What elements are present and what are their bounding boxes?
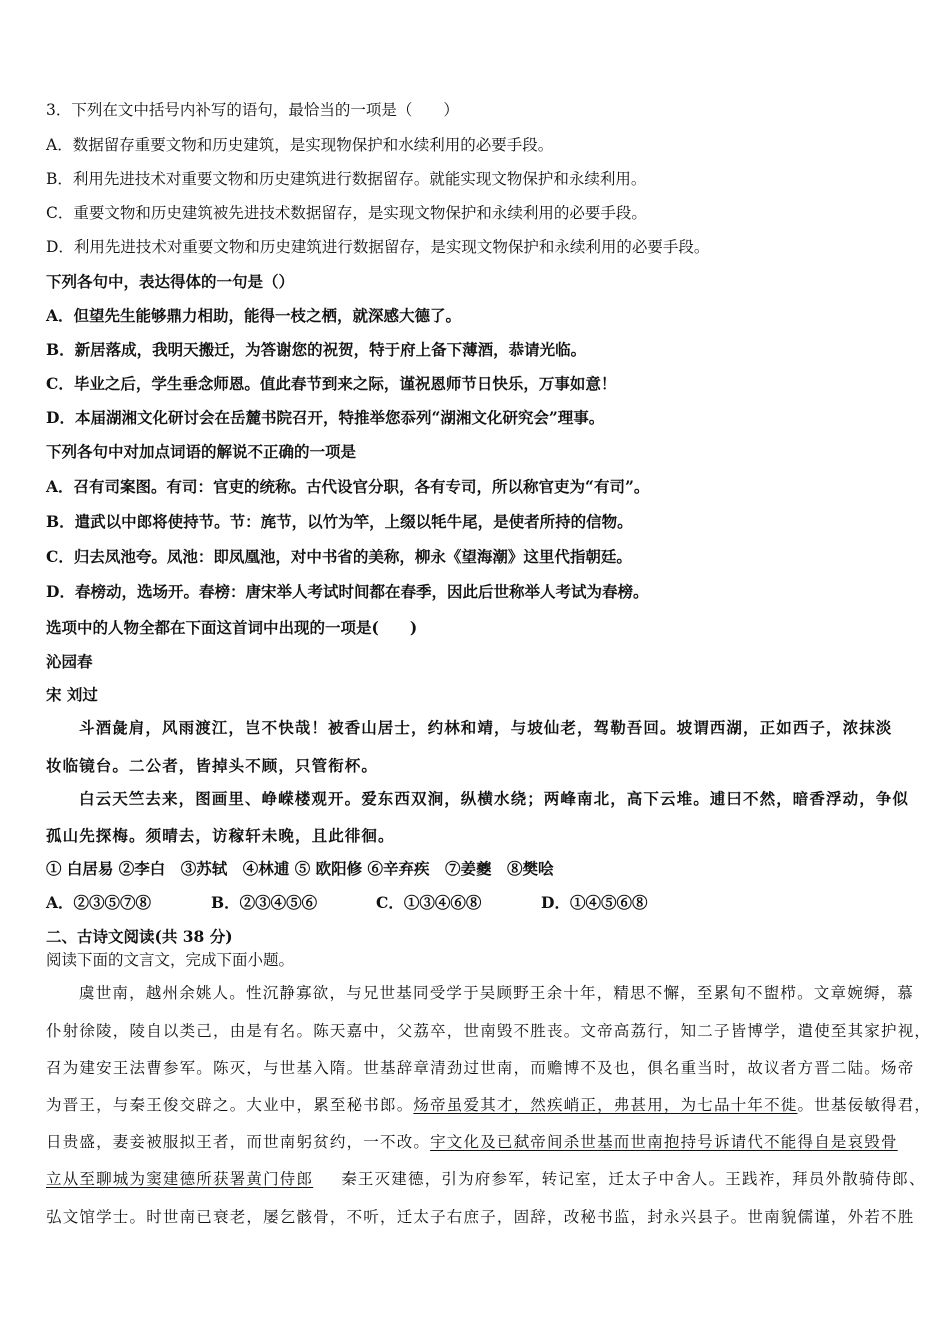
passage-line-6 — [46, 1172, 926, 1188]
passage-line-6-end: 秦王灭建德，引为府参军，转记室，迁太子中舍人。王践祚，拜员外散骑侍郎、 — [341, 1170, 926, 1188]
q6-stem: 选项中的人物全都在下面这首词中出现的一项是( ) — [46, 618, 418, 637]
underlined-sentence-1: 炀帝虽爱其才，然疾峭正，弗甚用，为七品十年不徙 — [413, 1096, 798, 1114]
q5-option-d: D．春榜动，选场开。春榜：唐宋举人考试时间都在春季，因此后世称举人考试为春榜。 — [46, 582, 649, 601]
passage-line-5-start: 日贵盛，妻妾被服拟王者，而世南躬贫约，一不改。 — [46, 1133, 431, 1151]
underlined-sentence-2b: 立从至聊城为窦建德所获署黄门侍郎 — [46, 1170, 314, 1188]
passage-line-3: 召为建安王法曹参军。陈灭，与世基入隋。世基辞章清劲过世南，而赡博不及也，俱名重当时，故议者方晋二陆。炀帝 — [46, 1059, 915, 1077]
passage-line-2: 仆射徐陵，陵自以类己，由是有名。陈天嘉中，父荔卒，世南毁不胜丧。文帝高荔行，知二子皆博学，遣使至其家护视， — [46, 1022, 932, 1040]
q3-option-a: A．数据留存重要文物和历史建筑，是实现物保护和水续利用的必要手段。 — [46, 136, 554, 154]
passage-line-4 — [46, 1098, 931, 1114]
q6-option-b: B．②③④⑤⑥ — [211, 893, 318, 912]
q4-option-d: D．本届湖湘文化研讨会在岳麓书院召开，特推举您忝列“湖湘文化研究会”理事。 — [46, 408, 605, 427]
q4-stem: 下列各句中，表达得体的一句是（） — [46, 272, 295, 291]
q3-option-b: B．利用先进技术对重要文物和历史建筑进行数据留存。就能实现文物保护和永续利用。 — [46, 170, 647, 188]
underlined-sentence-2a: 宇文化及已弑帝间杀世基而世南抱持号诉请代不能得自是哀毁骨 — [430, 1133, 898, 1151]
poem-title: 沁园春 — [46, 652, 93, 671]
q6-option-d: D．①④⑤⑥⑧ — [541, 893, 648, 912]
q6-option-a: A．②③⑤⑦⑧ — [46, 893, 152, 912]
section-instruction: 阅读下面的文言文，完成下面小题。 — [46, 951, 295, 969]
q5-option-a: A．召有司案图。有司：官吏的统称。古代设官分职，各有专司，所以称官吏为“有司”。 — [46, 477, 650, 496]
poem-stanza1-line1: 斗酒彘肩，风雨渡江，岂不快哉！被香山居士，约林和靖，与坡仙老，驾勒吾回。坡谓西湖，正如西子，浓抹淡 — [79, 718, 893, 737]
q3-stem: 3．下列在文中括号内补写的语句，最恰当的一项是（ ） — [46, 101, 459, 119]
passage-line-4-end: 。世基佞敏得君， — [797, 1096, 932, 1114]
q4-option-c: C．毕业之后，学生垂念师恩。值此春节到来之际，谨祝恩师节日快乐，万事如意！ — [46, 374, 617, 393]
q4-option-a: A．但望先生能够鼎力相助，能得一枝之栖，就深感大德了。 — [46, 306, 462, 325]
poem-stanza1-line2: 妆临镜台。二公者，皆掉头不顾，只管衔杯。 — [46, 756, 379, 775]
q5-option-b: B．遣武以中郎将使持节。节：旄节，以竹为竿，上缀以牦牛尾，是使者所持的信物。 — [46, 512, 633, 531]
q3-option-c: C．重要文物和历史建筑被先进技术数据留存，是实现文物保护和永续利用的必要手段。 — [46, 204, 647, 222]
section-heading: 二、古诗文阅读(共 38 分) — [46, 927, 233, 946]
passage-line-7: 弘文馆学士。时世南已衰老，屡乞骸骨，不听，迁太子右庶子，固辞，改秘书监，封永兴县子。世南貌儒谨，外若不胜 — [46, 1208, 915, 1226]
q4-option-b: B．新居落成，我明天搬迁，为答谢您的祝贺，特于府上备下薄酒，恭请光临。 — [46, 340, 587, 359]
poem-author: 宋 刘过 — [46, 685, 98, 704]
q6-option-c: C．①③④⑥⑧ — [376, 893, 482, 912]
q5-option-c: C．归去凤池夸。凤池：即凤凰池，对中书省的美称，柳永《望海潮》这里代指朝廷。 — [46, 547, 632, 566]
q3-option-d: D．利用先进技术对重要文物和历史建筑进行数据留存，是实现文物保护和永续利用的必要手段。 — [46, 238, 710, 256]
q5-stem: 下列各句中对加点词语的解说不正确的一项是 — [46, 442, 357, 461]
passage-line-5 — [46, 1135, 898, 1151]
poem-stanza2-line2: 孤山先探梅。须晴去，访稼轩未晚，且此徘徊。 — [46, 826, 395, 845]
poem-stanza2-line1: 白云天竺去来，图画里、峥嵘楼观开。爱东西双涧，纵横水绕；两峰南北，高下云堆。逋曰不然，暗香浮动，争似 — [79, 789, 910, 808]
passage-line-1: 虞世南，越州余姚人。性沉静寡欲，与兄世基同受学于吴顾野王余十年，精思不懈，至累旬不盥栉。文章婉缛，慕 — [79, 984, 915, 1002]
passage-line-4-start: 为晋王，与秦王俊交辟之。大业中，累至秘书郎。 — [46, 1096, 414, 1114]
q6-name-list: ① 白居易 ②李白 ③苏轼 ④林逋 ⑤ 欧阳修 ⑥辛弃疾 ⑦姜夔 ⑧樊哙 — [46, 859, 554, 878]
